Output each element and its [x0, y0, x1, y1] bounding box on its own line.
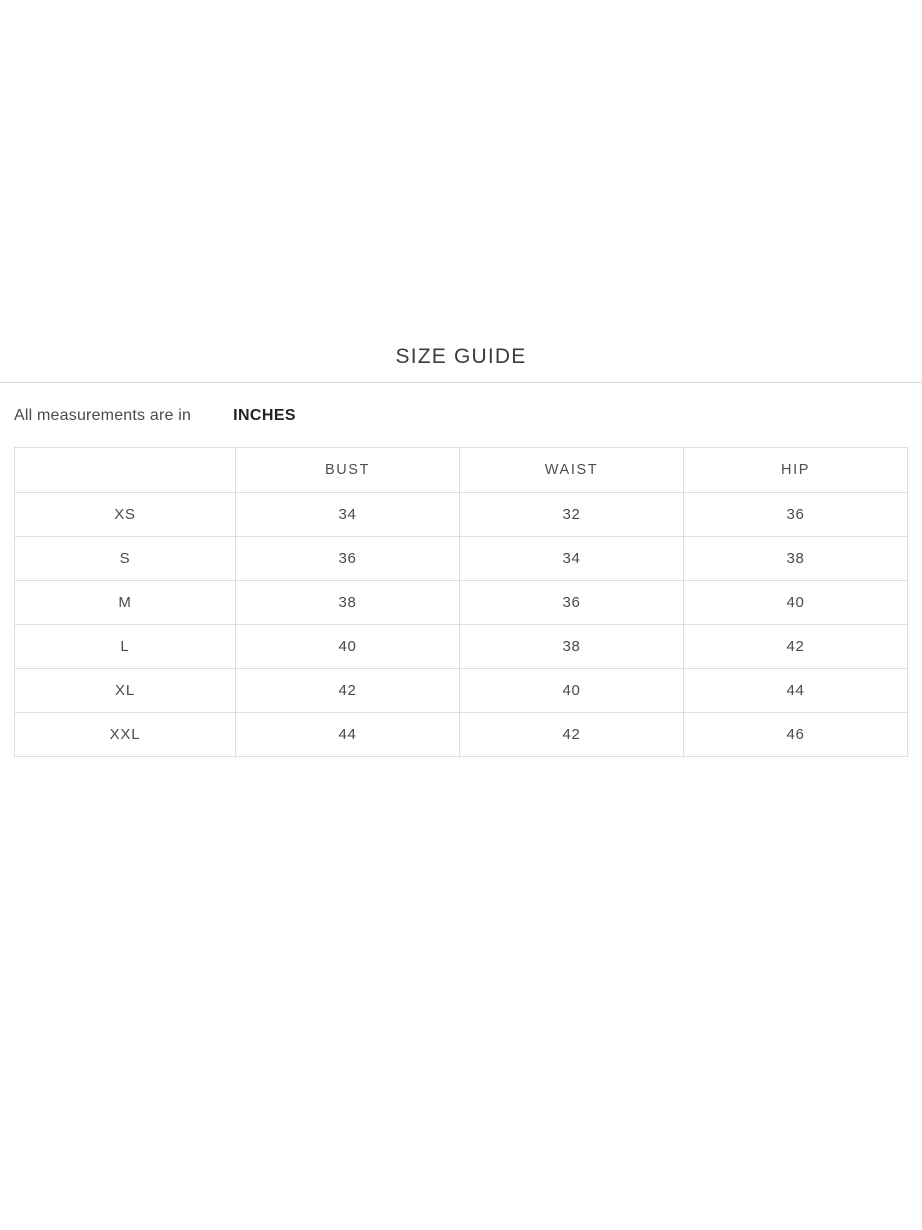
cell-waist: 38 — [460, 625, 684, 669]
cell-size: XXL — [15, 713, 236, 757]
column-header-size — [15, 448, 236, 493]
cell-hip: 46 — [684, 713, 908, 757]
measurement-units-label: All measurements are in — [14, 407, 192, 424]
cell-waist: 42 — [460, 713, 684, 757]
cell-waist: 32 — [460, 493, 684, 537]
cell-size: XL — [15, 669, 236, 713]
size-table-wrapper — [0, 425, 922, 757]
cell-hip: 42 — [684, 625, 908, 669]
cell-waist: 36 — [460, 581, 684, 625]
column-header-hip: HIP — [684, 448, 908, 493]
table-header-row — [15, 448, 908, 493]
table-row — [15, 625, 908, 669]
cell-bust: 42 — [236, 669, 460, 713]
table-row — [15, 669, 908, 713]
cell-size: M — [15, 581, 236, 625]
column-header-waist: WAIST — [460, 448, 684, 493]
size-guide-table — [14, 447, 908, 757]
cell-waist: 34 — [460, 537, 684, 581]
table-row — [15, 713, 908, 757]
cell-bust: 40 — [236, 625, 460, 669]
cell-hip: 38 — [684, 537, 908, 581]
cell-bust: 34 — [236, 493, 460, 537]
cell-hip: 44 — [684, 669, 908, 713]
cell-size: XS — [15, 493, 236, 537]
cell-hip: 36 — [684, 493, 908, 537]
size-guide-section — [0, 345, 922, 757]
cell-hip: 40 — [684, 581, 908, 625]
measurement-units-row — [0, 383, 922, 425]
cell-waist: 40 — [460, 669, 684, 713]
cell-bust: 36 — [236, 537, 460, 581]
page-title: SIZE GUIDE — [395, 345, 527, 368]
cell-size: L — [15, 625, 236, 669]
cell-bust: 44 — [236, 713, 460, 757]
table-row — [15, 581, 908, 625]
table-row — [15, 493, 908, 537]
cell-bust: 38 — [236, 581, 460, 625]
measurement-units-value: INCHES — [233, 407, 296, 424]
column-header-bust: BUST — [236, 448, 460, 493]
table-row — [15, 537, 908, 581]
cell-size: S — [15, 537, 236, 581]
